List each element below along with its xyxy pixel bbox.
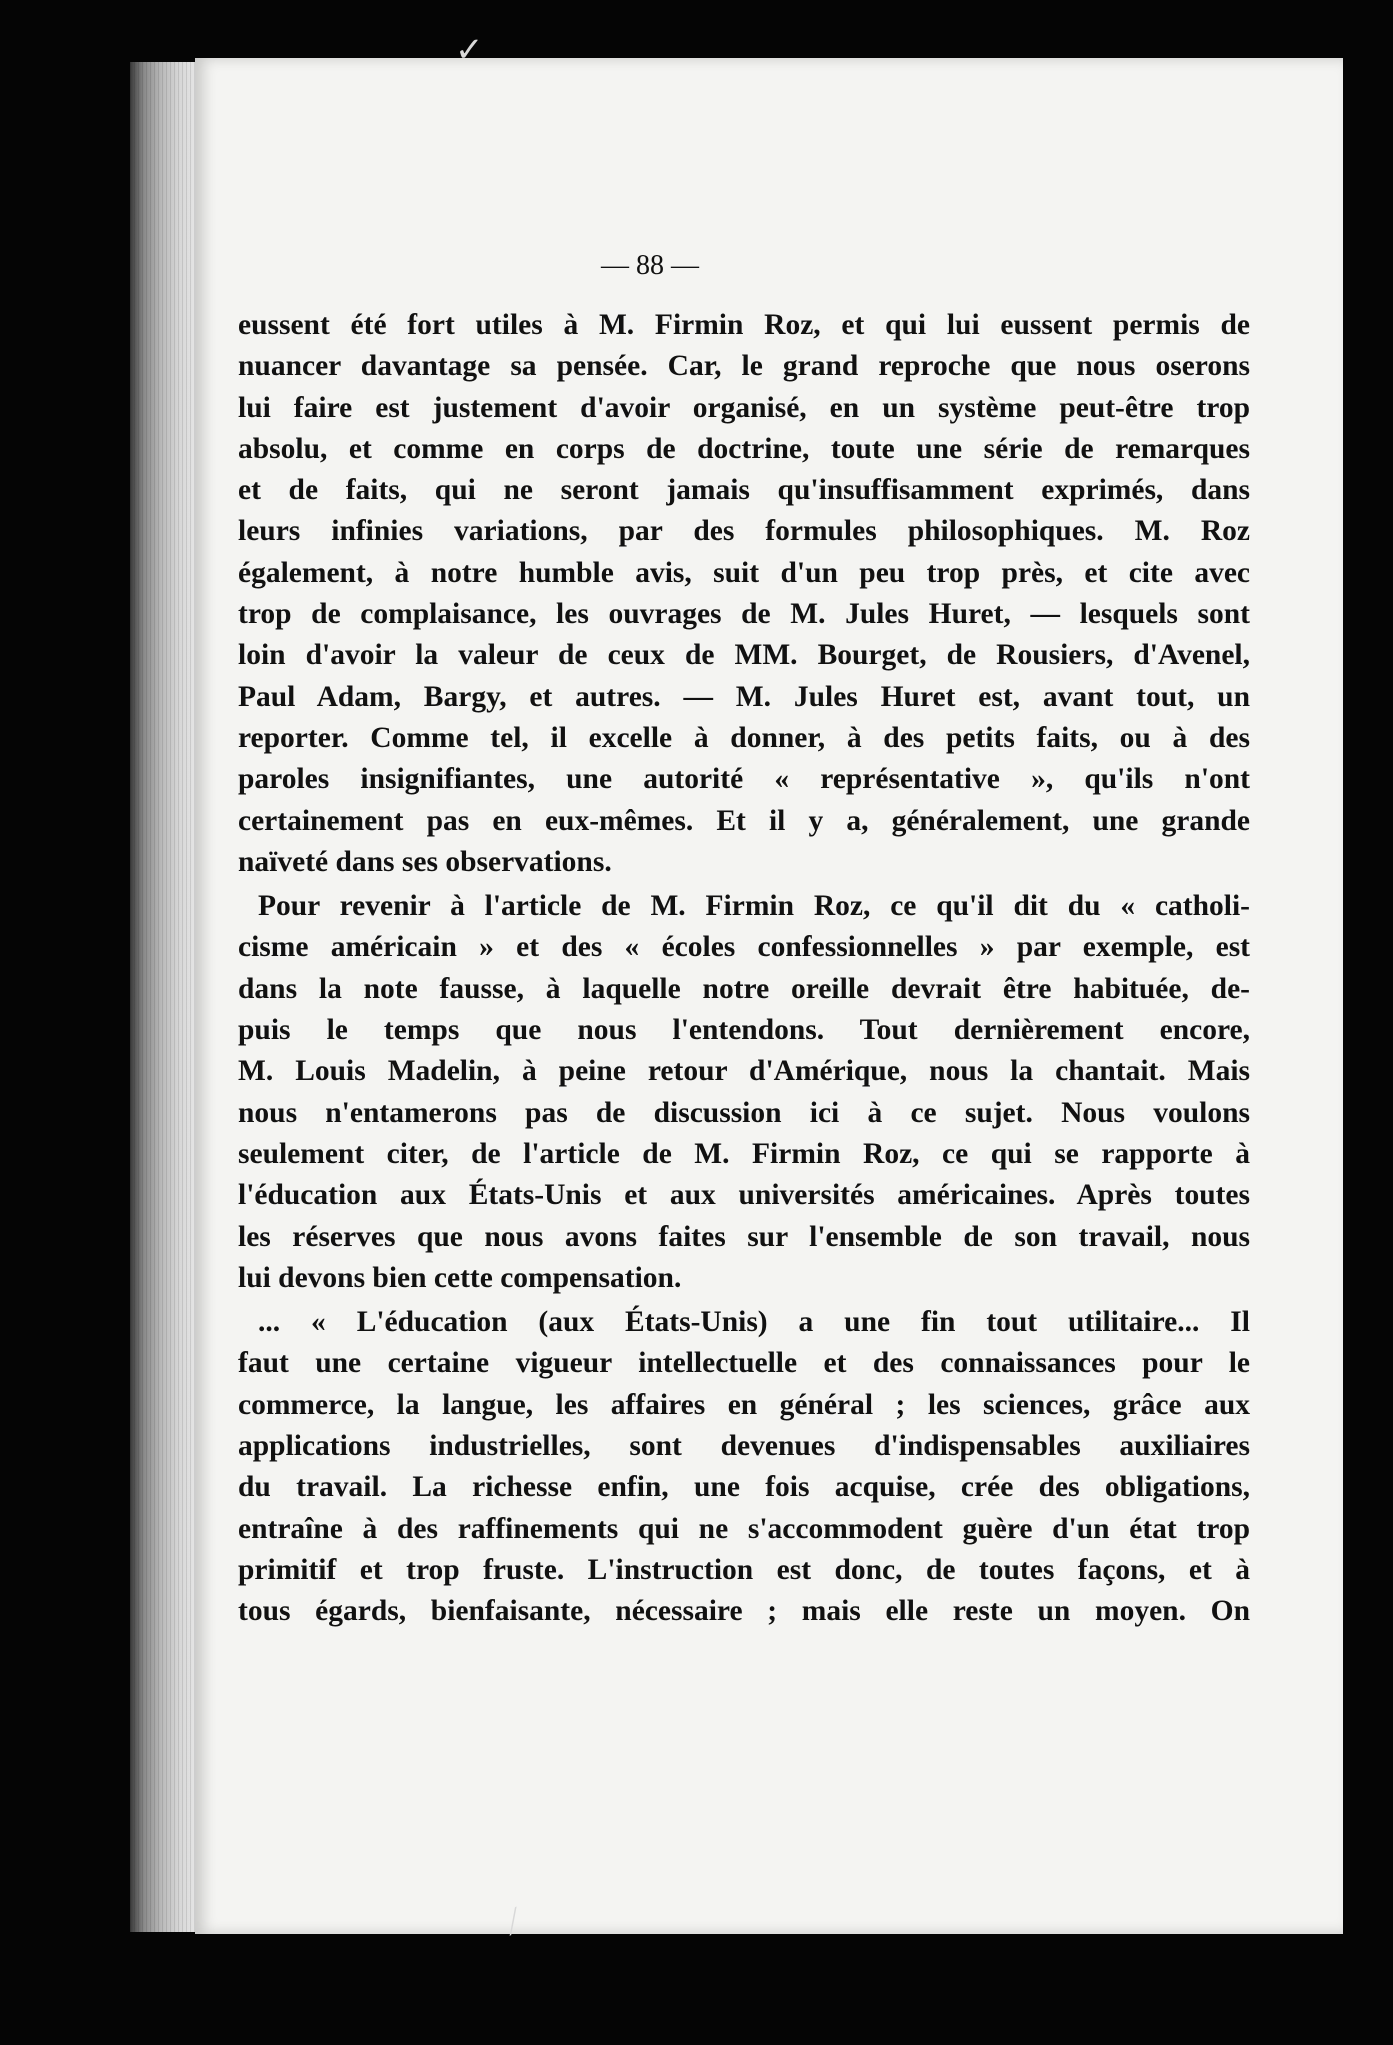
text-line: faut une certaine vigueur intellectuelle et des connaissances pour le <box>238 1347 1250 1380</box>
text-line: l'éducation aux États-Unis et aux universités américaines. Après toutes <box>238 1179 1250 1212</box>
text-line: lui devons bien cette compensation. <box>238 1261 682 1294</box>
text-line: dans la note fausse, à laquelle notre oreille devrait être habituée, de- <box>238 972 1250 1005</box>
text-line: reporter. Comme tel, il excelle à donner, à des petits faits, ou à des <box>238 721 1250 754</box>
scan-mark-top: ✓ <box>455 32 484 69</box>
text-line: également, à notre humble avis, suit d'un peu trop près, et cite avec <box>238 556 1250 589</box>
page-number: — 88 — <box>601 250 699 281</box>
text-line: nuancer davantage sa pensée. Car, le grand reproche que nous oserons <box>238 350 1250 383</box>
text-line: certainement pas en eux-mêmes. Et il y a, généralement, une grande <box>238 804 1250 837</box>
text-line: entraîne à des raffinements qui ne s'accommodent guère d'un état trop <box>238 1512 1250 1545</box>
text-line: et de faits, qui ne seront jamais qu'insuffisamment exprimés, dans <box>238 474 1250 507</box>
text-line: nous n'entamerons pas de discussion ici à ce sujet. Nous voulons <box>238 1096 1250 1129</box>
text-line: seulement citer, de l'article de M. Firmin Roz, ce qui se rapporte à <box>238 1137 1250 1170</box>
text-line: lui faire est justement d'avoir organisé, en un système peut-être trop <box>238 391 1250 424</box>
text-line: applications industrielles, sont devenues d'indispensables auxiliaires <box>238 1430 1250 1463</box>
text-line: absolu, et comme en corps de doctrine, toute une série de remarques <box>238 432 1250 465</box>
text-line: les réserves que nous avons faites sur l'ensemble de son travail, nous <box>238 1220 1250 1253</box>
text-line: naïveté dans ses observations. <box>238 845 612 878</box>
text-line: eussent été fort utiles à M. Firmin Roz, et qui lui eussent permis de <box>238 309 1250 341</box>
text-line: Paul Adam, Bargy, et autres. — M. Jules Huret est, avant tout, un <box>238 680 1250 713</box>
scan-mark-bottom: ⁄ <box>501 1901 525 1941</box>
page-edge-stack <box>130 62 200 1932</box>
text-line: cisme américain » et des « écoles confessionnelles » par exemple, est <box>238 931 1250 964</box>
text-line: Pour revenir à l'article de M. Firmin Roz, ce qu'il dit du « catholi- <box>258 890 1250 923</box>
text-line: leurs infinies variations, par des formules philosophiques. M. Roz <box>238 515 1250 548</box>
text-line: puis le temps que nous l'entendons. Tout dernièrement encore, <box>238 1014 1250 1047</box>
text-line: commerce, la langue, les affaires en général ; les sciences, grâce aux <box>238 1388 1250 1421</box>
text-line: du travail. La richesse enfin, une fois acquise, crée des obligations, <box>238 1471 1250 1504</box>
text-line: M. Louis Madelin, à peine retour d'Amérique, nous la chantait. Mais <box>238 1055 1250 1088</box>
text-line: paroles insignifiantes, une autorité « représentative », qu'ils n'ont <box>238 763 1250 796</box>
text-line: primitif et trop fruste. L'instruction est donc, de toutes façons, et à <box>238 1553 1250 1586</box>
body-text <box>238 302 1250 1633</box>
text-line: loin d'avoir la valeur de ceux de MM. Bourget, de Rousiers, d'Avenel, <box>238 639 1250 672</box>
text-line: trop de complaisance, les ouvrages de M. Jules Huret, — lesquels sont <box>238 598 1250 631</box>
text-line: tous égards, bienfaisante, nécessaire ; mais elle reste un moyen. On <box>238 1595 1250 1628</box>
text-line: ... « L'éducation (aux États-Unis) a une fin tout utilitaire... Il <box>258 1306 1250 1339</box>
